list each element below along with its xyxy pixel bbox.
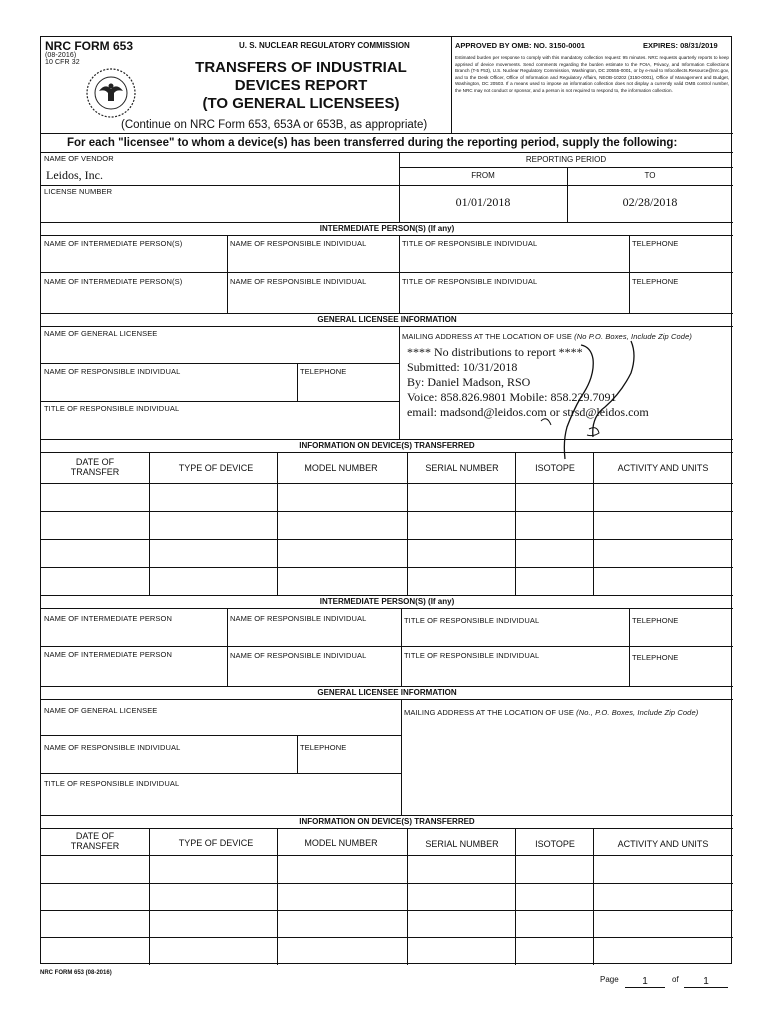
telephone-label: TELEPHONE <box>632 277 679 286</box>
form-title-line3: (TO GENERAL LICENSEES) <box>202 95 400 112</box>
col-model-number-2: MODEL NUMBER <box>304 838 378 848</box>
responsible-title-label-2: TITLE OF RESPONSIBLE INDIVIDUAL <box>404 651 540 660</box>
submitted-date-note: Submitted: 10/31/2018 <box>407 360 518 374</box>
intermediate-name-label: NAME OF INTERMEDIATE PERSON(S) <box>44 239 183 248</box>
col-date-of-transfer-2: DATE OF TRANSFER <box>70 831 120 851</box>
general-licensee-name-label-2: NAME OF GENERAL LICENSEE <box>44 706 158 715</box>
intermediate-persons-heading: INTERMEDIATE PERSON(S) (If any) <box>319 224 455 233</box>
gl-telephone-label: TELEPHONE <box>300 367 347 376</box>
reporting-period-label: REPORTING PERIOD <box>525 155 607 164</box>
devices-transferred-heading: INFORMATION ON DEVICE(S) TRANSFERRED <box>299 441 475 450</box>
col-activity-and-units: ACTIVITY AND UNITS <box>617 463 709 473</box>
from-date-field[interactable]: 01/01/2018 <box>455 195 511 209</box>
gl-responsible-name-label: NAME OF RESPONSIBLE INDIVIDUAL <box>44 367 181 376</box>
intermediate-name-label-2: NAME OF INTERMEDIATE PERSON <box>44 650 172 659</box>
nrc-form-653 <box>40 36 732 964</box>
instruction-text: For each "licensee" to whom a device(s) has been transferred during the reporting period, supply the following: <box>67 137 678 149</box>
burden-statement: Estimated burden per response to comply with this mandatory collection request: 95 minutes. NRC requests quarterly reports to keep apprised of device movements. Send comments regarding the burden estimate to the FOIA, Privacy, and Information Collections Branch (T-5 F53), U.S. Nuclear Regulatory Commission, Washington, DC 20555-0001, or by e-mail to Infocollects.Resource@nrc.gov, and to the Desk Officer, Office of Information and Regulatory Affairs, NEOB-10202 (3150-0001), Office of Management and Budget, Washington, DC 20503. If a means used to impose an information collection does not display a currently valid OMB control number, the NRC may not conduct or sponsor, and a person is not required to respond to, the information collection. <box>455 55 729 93</box>
responsible-name-label-2: NAME OF RESPONSIBLE INDIVIDUAL <box>230 651 367 660</box>
general-licensee-name-label: NAME OF GENERAL LICENSEE <box>44 329 158 338</box>
omb-approval: APPROVED BY OMB: NO. 3150-0001 <box>455 41 585 50</box>
devices-transferred-heading-2: INFORMATION ON DEVICE(S) TRANSFERRED <box>299 817 475 826</box>
col-isotope-2: ISOTOPE <box>535 839 575 849</box>
no-distributions-note: **** No distributions to report **** <box>407 345 583 359</box>
nrc-seal-icon <box>85 67 137 119</box>
responsible-name-label: NAME OF RESPONSIBLE INDIVIDUAL <box>230 277 367 286</box>
vendor-name-label: NAME OF VENDOR <box>44 154 114 163</box>
intermediate-name-label: NAME OF INTERMEDIATE PERSON(S) <box>44 277 183 286</box>
col-type-of-device-2: TYPE OF DEVICE <box>178 838 254 848</box>
contact-email-note: email: madsond@leidos.com or strsd@leidos.com <box>407 405 649 419</box>
page-total-field[interactable]: 1 <box>684 976 728 988</box>
col-model-number: MODEL NUMBER <box>304 463 378 473</box>
col-serial-number: SERIAL NUMBER <box>425 463 499 473</box>
col-serial-number-2: SERIAL NUMBER <box>425 839 499 849</box>
telephone-label-2: TELEPHONE <box>632 653 679 662</box>
responsible-title-label: TITLE OF RESPONSIBLE INDIVIDUAL <box>402 277 538 286</box>
continue-note: (Continue on NRC Form 653, 653A or 653B, as appropriate) <box>121 119 428 131</box>
submitted-by-note: By: Daniel Madson, RSO <box>407 375 531 389</box>
mailing-address-label-text: MAILING ADDRESS AT THE LOCATION OF USE <box>402 332 572 341</box>
license-number-label: LICENSE NUMBER <box>44 187 113 196</box>
to-label: TO <box>644 171 656 180</box>
mailing-address-note: (No P.O. Boxes, Include Zip Code) <box>574 332 692 341</box>
responsible-title-label: TITLE OF RESPONSIBLE INDIVIDUAL <box>402 239 538 248</box>
gl-responsible-name-label-2: NAME OF RESPONSIBLE INDIVIDUAL <box>44 743 181 752</box>
col-activity-and-units-2: ACTIVITY AND UNITS <box>617 839 709 849</box>
col-isotope: ISOTOPE <box>535 463 575 473</box>
form-title-line2: DEVICES REPORT <box>234 77 368 94</box>
vendor-name-field[interactable]: Leidos, Inc. <box>46 168 103 182</box>
form-id: NRC FORM 653 <box>45 39 134 53</box>
gl-responsible-title-label: TITLE OF RESPONSIBLE INDIVIDUAL <box>44 404 180 413</box>
general-licensee-heading: GENERAL LICENSEE INFORMATION <box>317 315 457 324</box>
agency-name: U. S. NUCLEAR REGULATORY COMMISSION <box>239 41 410 50</box>
footer-form-id: NRC FORM 653 (08-2016) <box>40 970 112 976</box>
intermediate-persons-heading-2: INTERMEDIATE PERSON(S) (If any) <box>319 597 455 606</box>
intermediate-name-label-2: NAME OF INTERMEDIATE PERSON <box>44 614 172 623</box>
mailing-address-label-2 <box>404 709 698 717</box>
col-type-of-device: TYPE OF DEVICE <box>178 463 254 473</box>
mailing-address-label-text-2: MAILING ADDRESS AT THE LOCATION OF USE <box>404 708 574 717</box>
cfr-reference: 10 CFR 32 <box>45 59 80 66</box>
gl-responsible-title-label-2: TITLE OF RESPONSIBLE INDIVIDUAL <box>44 779 180 788</box>
page-number-field[interactable]: 1 <box>625 976 665 988</box>
expiration-date: EXPIRES: 08/31/2019 <box>643 41 718 50</box>
page-label: Page <box>600 975 619 984</box>
general-licensee-heading-2: GENERAL LICENSEE INFORMATION <box>317 688 457 697</box>
from-label: FROM <box>471 171 495 180</box>
responsible-name-label-2: NAME OF RESPONSIBLE INDIVIDUAL <box>230 614 367 623</box>
form-title-line1: TRANSFERS OF INDUSTRIAL <box>195 59 407 76</box>
responsible-name-label: NAME OF RESPONSIBLE INDIVIDUAL <box>230 239 367 248</box>
form-date: (08-2016) <box>45 52 77 59</box>
of-label: of <box>672 975 679 984</box>
contact-phone-note: Voice: 858.826.9801 Mobile: 858.229.7091 <box>407 390 617 404</box>
telephone-label-2: TELEPHONE <box>632 616 679 625</box>
license-number-field[interactable] <box>46 199 386 215</box>
to-date-field[interactable]: 02/28/2018 <box>622 195 678 209</box>
responsible-title-label-2: TITLE OF RESPONSIBLE INDIVIDUAL <box>404 616 540 625</box>
col-date-of-transfer: DATE OF TRANSFER <box>70 457 120 477</box>
gl-telephone-label-2: TELEPHONE <box>300 743 347 752</box>
mailing-address-note-2: (No., P.O. Boxes, Include Zip Code) <box>576 708 699 717</box>
telephone-label: TELEPHONE <box>632 239 679 248</box>
